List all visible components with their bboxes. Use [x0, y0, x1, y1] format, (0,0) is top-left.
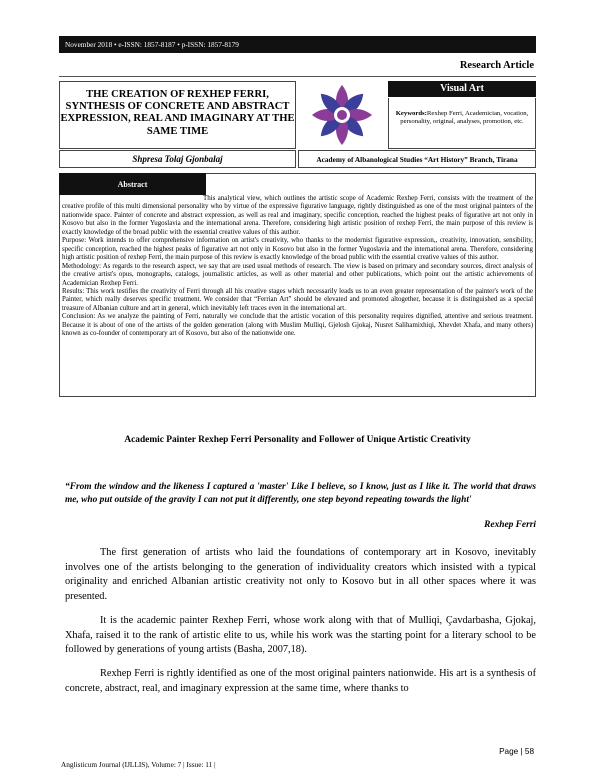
abstract-summary: This analytical view, which outlines the artistic scope of Academic Rexhep Ferri, consists with the treatment of the creative profile of this multi dimensional personality who by virtue of the expressive figurative language, rightly distinguished as one of the most original painters of the nationwide space. Painter of concrete and abstract expression, as well as real and imaginary, specific conception, reached the highest peaks of figurative art not only in Kosovo but also in the former Yugoslavia and the international arena. Therefore, considering high artistic position of rexhep Ferri, the main purpose of this review is exactly knowledge of the broad public with the essential creative values of this author. [62, 195, 533, 236]
section-title: Academic Painter Rexhep Ferri Personality and Follower of Unique Artistic Creativity [124, 435, 471, 445]
body-paragraph: It is the academic painter Rexhep Ferri, whose work along with that of Mulliqi, Çavdarbasha, Gjokaj, Xhafa, raised it to the rank of artistic elite to us, while his work was the starting point for a literary school to be followed by generations of young artists (Basha, 2007,18). [65, 615, 536, 656]
abstract-methodology: Methodology: As regards to the research aspect, we say that are used usual methods of research. The view is based on primary and secondary sources, direct analysis of the creative artist's opus, monographs, catalogs, journalistic articles, as well as other material and other publications, which point out the artistic achievements of Academician Rexhep Ferri. [62, 262, 533, 287]
epigraph-quote: “From the window and the likeness I captured a 'master' Like I believe, so I know, just as I like it. The world that draws me, who put outside of the gravity I can not put it differently, one step beyond repeating towards the light' [65, 482, 536, 506]
journal-issn-line: November 2018 • e-ISSN: 1857-8187 • p-ISSN: 1857-8179 [65, 40, 239, 49]
body-paragraph: The first generation of artists who laid the foundations of contemporary art in Kosovo, inevitably involves one of the artists belonging to the generation of individuality creators which insisted with a typical originality and enriched Albanian artistic creativity not only to Kosovo but in all other spaces where it was presented. [65, 547, 536, 602]
abstract-conclusion: Conclusion: As we analyze the painting of Ferri, naturally we conclude that the artistic vocation of this personality requires dignified, attentive and serious treatment. Because it is about of one of the artists of the golden generation (along with Muslim Mulliqi, Gjelosh Gjokaj, Nusret Salihamixhiqi, Xhevdet Xhafa, and many others) known as co-founder of contemporary art of Kosovo, but also of the nationwide one. [62, 313, 533, 338]
abstract-results: Results: This work testifies the creativity of Ferri through all his creative stages which necessarily leads us to an even greater representation of the painter's work of the Painter, which really deserves specific treatment. We consider that “Ferrian Art” should be elevated and promoted altogether, because it is distinguished as a special treasure of Albanian culture and art in general, which inevitably left traces even in the international art. [62, 287, 533, 312]
abstract-text [62, 197, 533, 339]
paper-title-box [59, 81, 296, 149]
body-paragraph: Rexhep Ferri is rightly identified as one of the most original painters nationwide. His art is a synthesis of concrete, abstract, real, and imaginary expression at the same time, where thanks to [65, 668, 536, 694]
affiliation: Academy of Albanological Studies “Art History” Branch, Tirana [316, 155, 518, 164]
article-type-label: Research Article [459, 60, 534, 71]
keywords-box [388, 98, 536, 149]
page-number: Page | 58 [499, 747, 534, 756]
author-box [59, 150, 296, 168]
journal-header-bar [59, 36, 536, 53]
header-divider [59, 76, 536, 77]
journal-logo [302, 82, 382, 148]
keywords-label: Keywords: [395, 110, 427, 117]
field-heading: Visual Art [388, 81, 536, 97]
author-name: Shpresa Tolaj Gjonbalaj [132, 154, 223, 164]
abstract-heading: Abstract [59, 173, 206, 195]
abstract-purpose: Purpose: Work intends to offer comprehensive information on artist's creativity, who thanks to the modernist figurative expression,, creativity, innovation, sensibility, specific conception, reached the highest peaks of figurative art not only in Kosovo but also in the former Yugoslavia and the international arena. Therefore, considering high artistic position of rexhep Ferri, the main purpose of this review is exactly knowledge of the broad public with the essential creative values of this author. [62, 237, 533, 262]
paper-title: THE CREATION OF REXHEP FERRI, SYNTHESIS OF CONCRETE AND ABSTRACT EXPRESSION, REAL AND IMAGINARY AT THE SAME TIME [60, 89, 295, 137]
journal-footer: Anglisticum Journal (IJLLIS), Volume: 7 | Issue: 11 | [61, 760, 216, 769]
affiliation-box [298, 150, 536, 168]
epigraph-author: Rexhep Ferri [484, 520, 536, 530]
keywords-text: Rexhep Ferri, Academician, vocation, personality, original, analyses, promotion, etc. [400, 110, 529, 126]
